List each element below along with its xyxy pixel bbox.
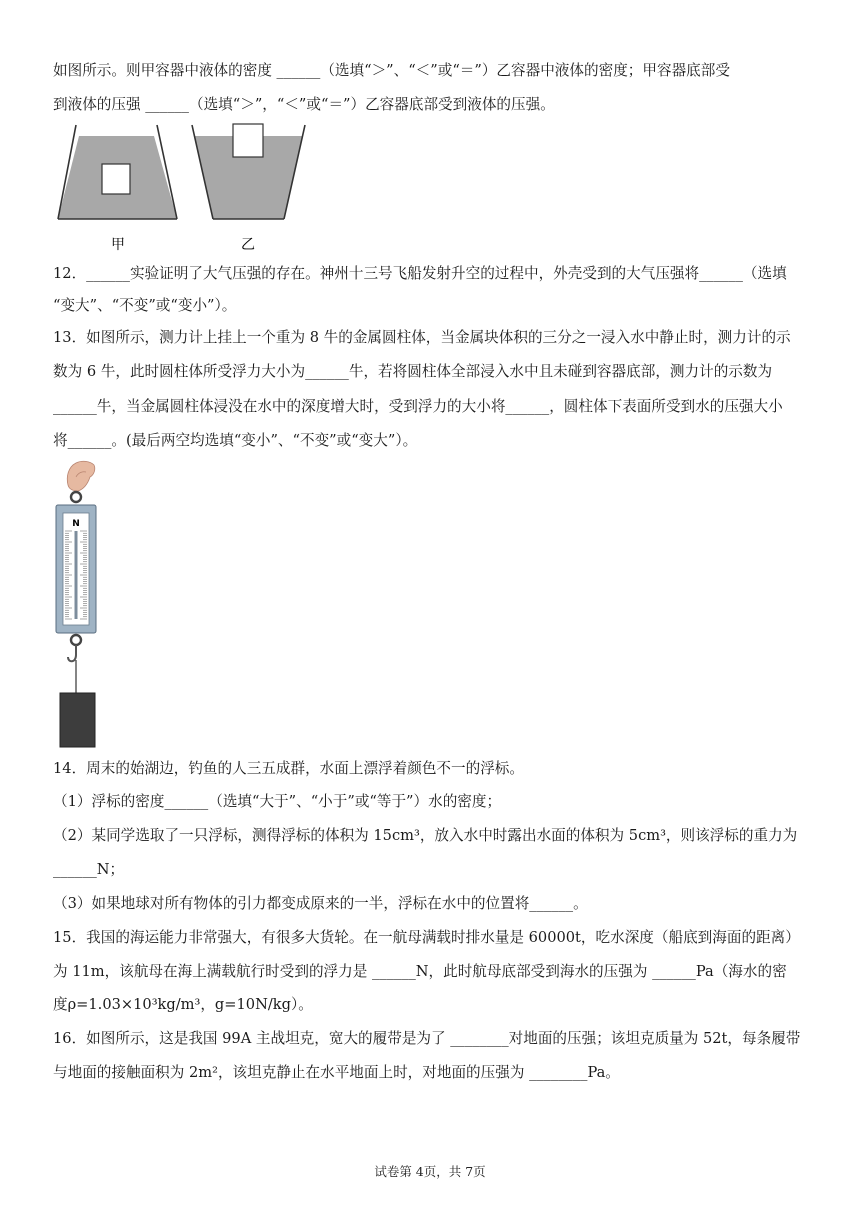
text-line-12: ______N；: [53, 861, 125, 878]
text-line-14: 15．我国的海运能力非常强大，有很多大货轮。在一航母满载时排水量是 60000t，吃水深度（船底到海面的距离）: [53, 929, 800, 946]
text-line-10: （1）浮标的密度______（选填“大于”、“小于”或“等于”）水的密度；: [53, 793, 502, 810]
text-line-8: 将______。(最后两空均选填“变小”、“不变”或“变大”）。: [53, 432, 418, 449]
text-line-16: 度ρ=1.03×10³kg/m³，g=10N/kg）。: [53, 996, 313, 1013]
text-line-3: 12．______实验证明了大气压强的存在。神州十三号飞船发射升空的过程中，外壳受到的大气压强将______（选填: [53, 265, 787, 282]
text-line-2: 到液体的压强 ______（选填“＞”，“＜”或“＝”）乙容器底部受到液体的压强。: [53, 96, 555, 113]
spring-scale-figure: [52, 455, 112, 750]
page-footer: 试卷第 4页，共 7页: [374, 1164, 486, 1179]
text-line-11: （2）某同学选取了一只浮标，测得浮标的体积为 15cm³，放入水中时露出水面的体积为 5cm³，则该浮标的重力为: [53, 827, 798, 844]
block-jia: [102, 164, 130, 194]
text-line-15: 为 11m，该航母在海上满载航行时受到的浮力是 ______N，此时航母底部受到海水的压强为 ______Pa（海水的密: [53, 963, 787, 980]
text-line-4: “变大”、“不变”或“变小”）。: [53, 297, 237, 314]
metal-cylinder: [60, 693, 95, 747]
text-line-18: 与地面的接触面积为 2m²，该坦克静止在水平地面上时，对地面的压强为 ________Pa。: [53, 1064, 620, 1081]
scale-unit-label: N: [72, 519, 80, 529]
text-line-7: ______牛，当金属圆柱体浸没在水中的深度增大时，受到浮力的大小将______，圆柱体下表面所受到水的压强大小: [53, 398, 783, 415]
text-line-5: 13．如图所示，测力计上挂上一个重为 8 牛的金属圆柱体，当金属块体积的三分之一浸入水中静止时，测力计的示: [53, 329, 791, 346]
containers-figure: [52, 122, 312, 254]
text-line-17: 16．如图所示，这是我国 99A 主战坦克，宽大的履带是为了 ________对地面的压强；该坦克质量为 52t，每条履带: [53, 1030, 801, 1047]
text-line-6: 数为 6 牛，此时圆柱体所受浮力大小为______牛，若将圆柱体全部浸入水中且未碰到容器底部，测力计的示数为: [53, 363, 773, 380]
container-jia: [58, 125, 177, 219]
text-line-1: 如图所示。则甲容器中液体的密度 ______（选填“＞”、“＜”或“＝”）乙容器中液体的密度；甲容器底部受: [53, 62, 730, 79]
text-line-9: 14．周末的始湖边，钓鱼的人三五成群，水面上漂浮着颜色不一的浮标。: [53, 760, 524, 777]
label-jia: 甲: [111, 237, 125, 253]
hand-icon: [67, 461, 95, 491]
block-yi: [233, 124, 263, 157]
hook: [68, 645, 76, 661]
label-yi: 乙: [241, 237, 255, 253]
text-line-13: （3）如果地球对所有物体的引力都变成原来的一半，浮标在水中的位置将______。: [53, 895, 588, 912]
container-yi: [192, 124, 305, 219]
